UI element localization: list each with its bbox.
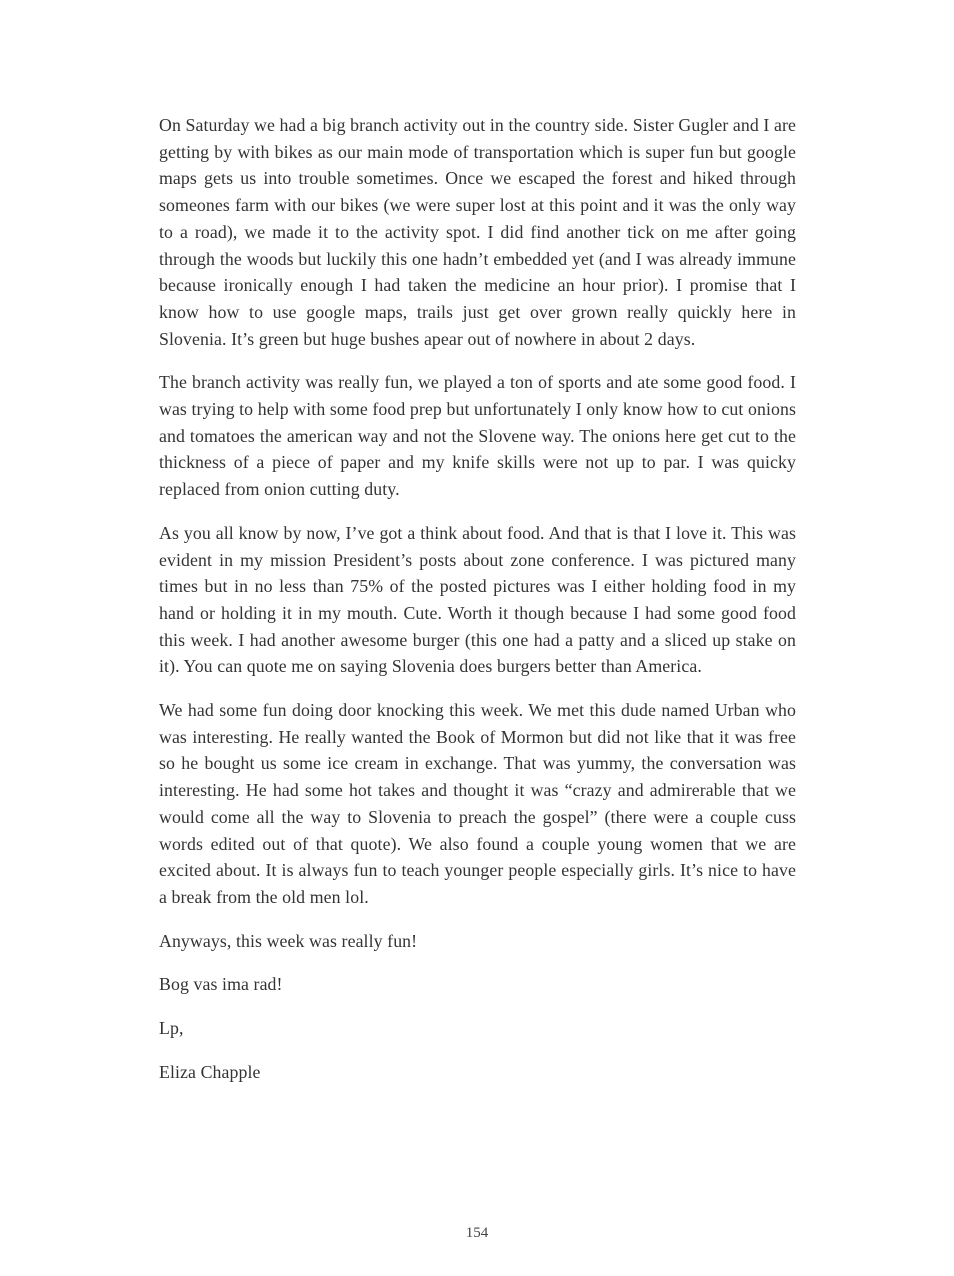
paragraph: The branch activity was really fun, we played a ton of sports and ate some good food. I was trying to help with some food prep but unfortunately I only know how to cut onions and tomatoes the american way and not the Slovene way. The onions here get cut to the thickness of a piece of paper and my knife skills were not up to par. I was quicky replaced from onion cutting duty. [159,372,796,500]
paragraph: Anyways, this week was really fun! [159,930,418,951]
page-number: 154 [465,1225,489,1241]
paragraph: Bog vas ima rad! [159,974,283,995]
paragraph: Lp, [159,1018,184,1039]
paragraph: As you all know by now, I’ve got a think about food. And that is that I love it. This was evident in my mission President’s posts about zone conference. I was pictured many times but in no less than 75% of the posted pictures was I either holding food in my hand or holding it in my mouth. Cute. Worth it though because I had some good food this week. I had another awesome burger (this one had a patty and a sliced up stake on it). You can quote me on saying Slovenia does burgers better than America. [159,522,796,677]
page-body-text [159,112,796,1103]
paragraph: On Saturday we had a big branch activity out in the country side. Sister Gugler and I are getting by with bikes as our main mode of transportation which is super fun but google maps gets us into trouble sometimes. Once we escaped the forest and hiked through someones farm with our bikes (we were super lost at this point and it was the only way to a road), we made it to the activity spot. I did find another tick on me after going through the woods but luckily this one hadn’t embedded yet (and I was already immune because ironically enough I had taken the medicine an hour prior). I promise that I know how to use google maps, trails just get over grown really quickly here in Slovenia. It’s green but huge bushes apear out of nowhere in about 2 days. [159,115,796,349]
signature: Eliza Chapple [159,1061,261,1082]
paragraph: We had some fun doing door knocking this week. We met this dude named Urban who was interesting. He really wanted the Book of Mormon but did not like that it was free so he bought us some ice cream in exchange. That was yummy, the conversation was interesting. He had some hot takes and thought it was “crazy and admirerable that we would come all the way to Slovenia to preach the gospel” (there were a couple cuss words edited out of that quote). We also found a couple young women that we are excited about. It is always fun to teach younger people especially girls. It’s nice to have a break from the old men lol. [159,700,796,907]
